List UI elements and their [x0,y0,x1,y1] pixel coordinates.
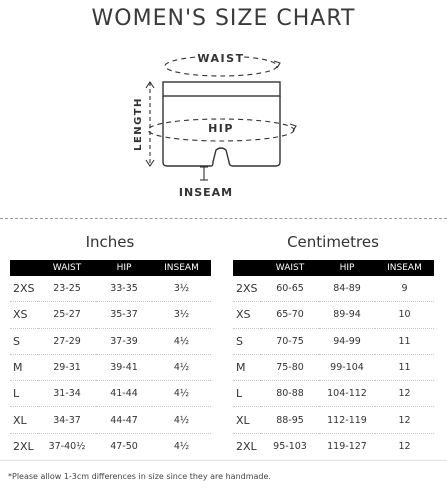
hip-cell: 39-41 [96,354,152,380]
table-header-row [233,260,434,276]
size-cell: XL [233,407,261,433]
table-row [10,433,211,459]
inseam-cell: 11 [375,354,434,380]
header-inseam: INSEAM [152,260,211,276]
centimetres-heading: Centimetres [287,233,379,251]
table-row [233,354,434,380]
inseam-cell: 4½ [152,381,211,407]
hip-cell: 84-89 [319,276,375,302]
hip-cell: 94-99 [319,328,375,354]
size-cell: S [233,328,261,354]
page-title: WOMEN'S SIZE CHART [91,6,356,31]
size-cell: M [10,354,38,380]
header-size [10,260,38,276]
size-cell: XL [10,407,38,433]
size-cell: 2XL [13,439,34,453]
waist-cell: 37-40½ [48,440,86,452]
inseam-cell: 4½ [152,328,211,354]
table-row [10,381,211,407]
size-cell: 2XL [236,439,257,453]
hip-cell: 35-37 [96,302,152,328]
hip-cell: 99-104 [319,354,375,380]
inseam-cell: 3½ [152,276,211,302]
size-cell: XS [10,302,38,328]
hip-cell: 47-50 [110,440,138,452]
size-cell: M [233,354,261,380]
inches-size-table [10,260,211,459]
table-header-row [10,260,211,276]
inseam-cell: 3½ [152,302,211,328]
table-row [233,381,434,407]
waist-cell: 60-65 [261,276,319,302]
waist-cell: 34-37 [38,407,96,433]
inseam-cell: 11 [375,328,434,354]
waist-cell: 80-88 [261,381,319,407]
waist-cell: 88-95 [261,407,319,433]
inseam-label: INSEAM [178,186,234,199]
table-row [233,433,434,459]
hip-cell: 37-39 [96,328,152,354]
waist-cell: 70-75 [261,328,319,354]
inseam-cell: 12 [375,381,434,407]
table-row [233,407,434,433]
centimetres-size-table [233,260,434,459]
header-waist: WAIST [38,260,96,276]
header-hip: HIP [96,260,152,276]
size-cell: 2XS [233,276,261,302]
waist-cell: 95-103 [273,440,307,452]
waist-cell: 29-31 [38,354,96,380]
header-hip: HIP [319,260,375,276]
header-waist: WAIST [261,260,319,276]
table-row [233,302,434,328]
size-cell: L [233,381,261,407]
table-row [10,328,211,354]
size-cell: S [10,328,38,354]
table-row [233,328,434,354]
table-row [10,354,211,380]
inseam-cell: 9 [375,276,434,302]
waist-cell: 65-70 [261,302,319,328]
footer-divider [0,460,447,461]
hip-cell: 104-112 [319,381,375,407]
length-label: LENGTH [133,97,144,151]
inseam-cell: 12 [398,440,411,452]
inseam-cell: 4½ [173,440,190,452]
size-cell: XS [233,302,261,328]
shorts-measurement-diagram [0,0,447,215]
waist-label: WAIST [197,52,245,65]
hip-cell: 41-44 [96,381,152,407]
handmade-footnote: *Please allow 1-3cm differences in size since they are handmade. [8,472,271,481]
header-size [233,260,261,276]
inches-heading: Inches [85,233,135,251]
waist-cell: 75-80 [261,354,319,380]
table-row [10,276,211,302]
inseam-cell: 4½ [152,354,211,380]
hip-label: HIP [208,122,234,135]
hip-cell: 112-119 [319,407,375,433]
size-cell: 2XS [10,276,38,302]
size-cell: L [10,381,38,407]
hip-cell: 89-94 [319,302,375,328]
table-row [10,407,211,433]
inseam-cell: 4½ [152,407,211,433]
table-row [233,276,434,302]
waist-cell: 27-29 [38,328,96,354]
waist-cell: 31-34 [38,381,96,407]
waist-cell: 25-27 [38,302,96,328]
inseam-cell: 12 [375,407,434,433]
table-row [10,302,211,328]
hip-cell: 33-35 [96,276,152,302]
waist-cell: 23-25 [38,276,96,302]
hip-cell: 44-47 [96,407,152,433]
inseam-cell: 10 [375,302,434,328]
hip-cell: 119-127 [327,440,367,452]
header-inseam: INSEAM [375,260,434,276]
section-divider [0,218,447,219]
